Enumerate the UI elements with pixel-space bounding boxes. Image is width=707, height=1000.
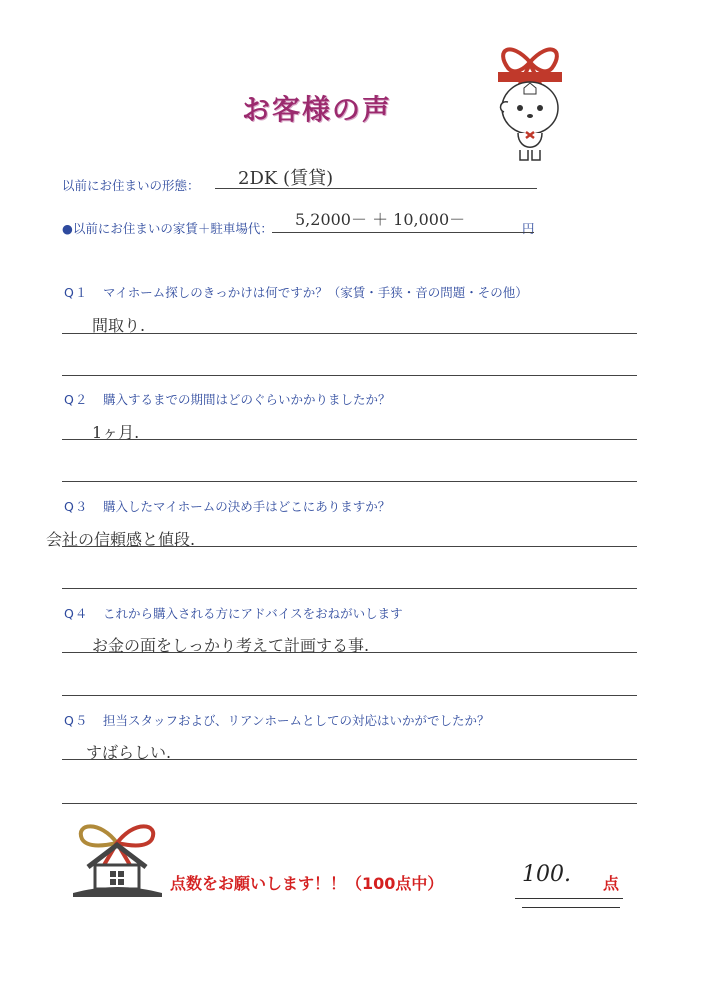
q3-rule-2 [62,588,637,589]
rent-label: ●以前にお住まいの家賃＋駐車場代： [62,221,273,236]
q3-number: Q３ [64,499,89,514]
q4-rule-1 [62,652,637,653]
q1-text: マイホーム探しのきっかけは何ですか？（家賃・手狭・音の問題・その他） [103,285,528,300]
mascot-icon [490,40,570,165]
q1-rule-1 [62,333,637,334]
score-prompt: 点数をお願いします！！（100点中） [170,874,444,893]
q5-number: Q５ [64,713,89,728]
page-title: お客様の声 [242,93,393,126]
score-value: 100. [522,862,571,887]
q2-number: Q２ [64,392,89,407]
q2-text: 購入するまでの期間はどのぐらいかかりましたか？ [103,392,391,407]
gift-house-icon [70,815,165,900]
q3-text: 購入したマイホームの決め手はどこにありますか？ [103,499,391,514]
rent-value: 5,2000－ ＋ 10,000－ [295,210,466,229]
home-type-label: 以前にお住まいの形態： [62,178,200,193]
q2-rule-2 [62,481,637,482]
q2-rule-1 [62,439,637,440]
rent-rule [272,232,534,233]
q1-number: Q１ [64,285,89,300]
q1-rule-2 [62,375,637,376]
q2-answer: 1ヶ月. [92,423,140,442]
q4-answer: お金の面をしっかり考えて計画する事. [92,636,370,655]
q4-rule-2 [62,695,637,696]
q4-number: Q４ [64,606,89,621]
q3-answer: 会社の信頼感と値段. [46,530,196,549]
q5-text: 担当スタッフおよび、リアンホームとしての対応はいかがでしたか？ [103,713,490,728]
q3-rule-1 [62,546,637,547]
q5-rule-1 [62,759,637,760]
home-type-rule [215,188,537,189]
q4-text: これから購入される方にアドバイスをおねがいします [103,606,403,621]
score-unit: 点 [603,874,620,893]
home-type-value: 2DK (賃貸) [238,168,334,189]
score-underline-2 [522,907,620,908]
score-underline-1 [515,898,623,899]
rent-unit: 円 [522,221,535,236]
q5-answer: すばらしい. [86,743,172,762]
q1-answer: 間取り. [92,316,146,335]
q5-rule-2 [62,803,637,804]
